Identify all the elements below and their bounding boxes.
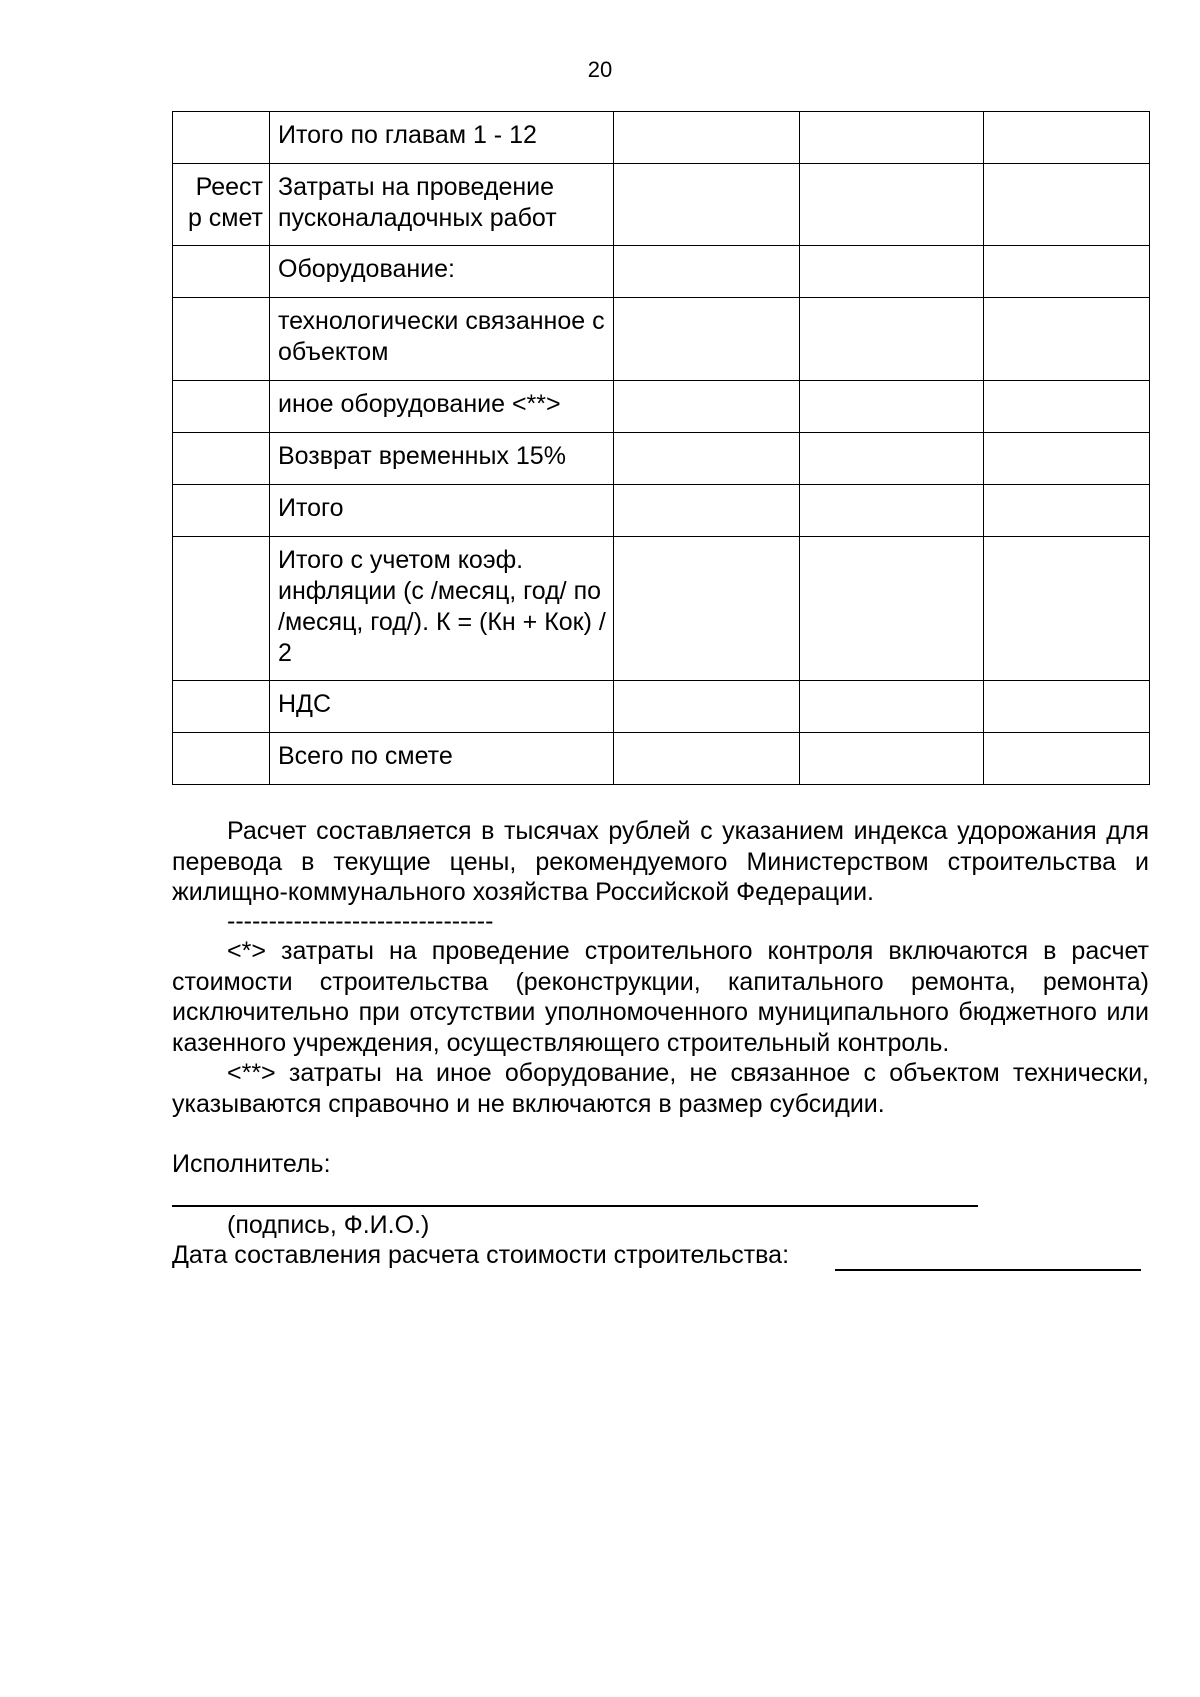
signature-caption: (подпись, Ф.И.О.)	[227, 1211, 430, 1239]
table-cell	[984, 381, 1150, 433]
table-cell	[800, 537, 984, 681]
table-cell	[800, 381, 984, 433]
table-cell: Итого по главам 1 - 12	[270, 112, 614, 164]
table-cell	[173, 433, 270, 485]
footnote-separator: --------------------------------	[227, 907, 494, 935]
table-cell	[800, 681, 984, 733]
table-cell: Всего по смете	[270, 733, 614, 785]
date-label: Дата составления расчета стоимости строительства:	[172, 1241, 790, 1269]
footnote-2-paragraph: <**> затраты на иное оборудование, не связанное с объектом технически, указываются справочно и не включаются в размер субсидии.	[172, 1059, 1149, 1118]
table-cell	[984, 681, 1150, 733]
table-cell: Оборудование:	[270, 246, 614, 298]
table-cell	[173, 733, 270, 785]
table-row	[173, 537, 1150, 681]
table-cell	[800, 164, 984, 246]
table-cell	[173, 485, 270, 537]
table-cell: технологически связанное с объектом	[270, 298, 614, 381]
table-row	[173, 733, 1150, 785]
table-row	[173, 381, 1150, 433]
table-cell	[984, 433, 1150, 485]
table-cell	[984, 537, 1150, 681]
table-cell	[614, 681, 800, 733]
table-cell: Возврат временных 15%	[270, 433, 614, 485]
table-cell: НДС	[270, 681, 614, 733]
table-row	[173, 681, 1150, 733]
table-cell	[800, 298, 984, 381]
table-row	[173, 246, 1150, 298]
page-number: 20	[587, 57, 613, 82]
table-cell	[614, 164, 800, 246]
table-cell	[173, 246, 270, 298]
table-cell	[614, 298, 800, 381]
table-cell	[173, 537, 270, 681]
table-cell: Затраты на проведение пусконаладочных работ	[270, 164, 614, 246]
table-cell	[614, 381, 800, 433]
table-cell	[984, 164, 1150, 246]
table-cell	[800, 246, 984, 298]
table-cell	[614, 112, 800, 164]
table-cell	[614, 246, 800, 298]
table-cell	[984, 112, 1150, 164]
table-cell: иное оборудование <**>	[270, 381, 614, 433]
table-cell	[614, 433, 800, 485]
table-cell	[984, 246, 1150, 298]
table-cell	[173, 381, 270, 433]
calculation-note-paragraph: Расчет составляется в тысячах рублей с указанием индекса удорожания для перевода в текущие цены, рекомендуемого Министерством строительства и жилищно-коммунального хозяйства Российской Федерации.	[172, 817, 1149, 906]
table-cell	[614, 537, 800, 681]
table-cell	[614, 485, 800, 537]
table-cell	[173, 298, 270, 381]
date-line	[835, 1269, 1141, 1271]
table-cell: Реест р смет	[173, 164, 270, 246]
cost-table	[172, 111, 1150, 785]
table-cell	[173, 112, 270, 164]
executor-label: Исполнитель:	[172, 1150, 331, 1178]
table-row	[173, 485, 1150, 537]
table-cell	[800, 485, 984, 537]
table-row	[173, 164, 1150, 246]
signature-line	[172, 1205, 978, 1207]
table-cell	[800, 112, 984, 164]
table-cell	[984, 733, 1150, 785]
table-cell	[984, 485, 1150, 537]
footnote-1-paragraph: <*> затраты на проведение строительного контроля включаются в расчет стоимости строительства (реконструкции, капитального ремонта, ремонта) исключительно при отсутствии уполномоченного муниципального бюджетного или казенного учреждения, осуществляющего строительный контроль.	[172, 937, 1149, 1057]
table-row	[173, 433, 1150, 485]
table-cell: Итого	[270, 485, 614, 537]
table-cell	[800, 733, 984, 785]
table-row	[173, 298, 1150, 381]
table-row	[173, 112, 1150, 164]
table-cell	[800, 433, 984, 485]
table-cell	[614, 733, 800, 785]
table-cell: Итого с учетом коэф. инфляции (с /месяц, год/ по /месяц, год/). К = (Кн + Кок) / 2	[270, 537, 614, 681]
table-cell	[984, 298, 1150, 381]
table-cell	[173, 681, 270, 733]
